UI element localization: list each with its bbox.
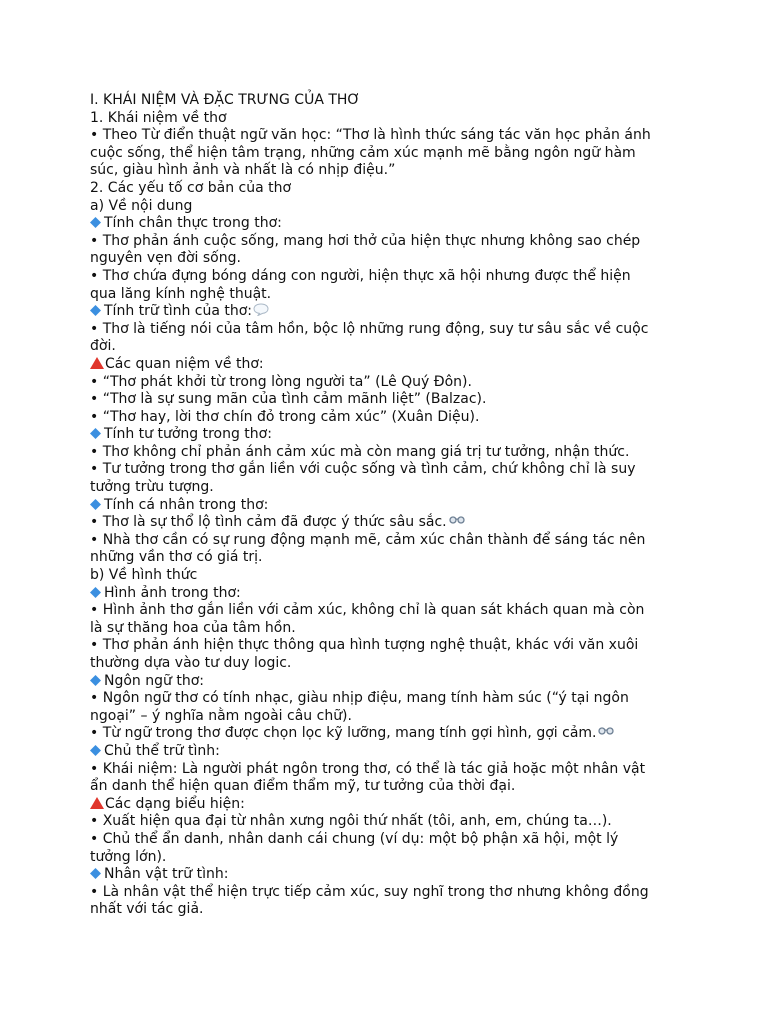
small-blue-diamond-icon	[90, 587, 101, 598]
text-line: cuộc sống, thể hiện tâm trạng, những cảm xúc mạnh mẽ bằng ngôn ngữ hàm	[90, 144, 636, 161]
text-line: qua lăng kính nghệ thuật.	[90, 285, 272, 302]
small-blue-diamond-icon	[90, 675, 101, 686]
bullet-line: • Tư tưởng trong thơ gắn liền với cuộc sống và tình cảm, chứ không chỉ là suy	[90, 461, 636, 478]
text-line: tưởng lớn).	[90, 848, 167, 865]
section-heading: I. KHÁI NIỆM VÀ ĐẶC TRƯNG CỦA THƠ	[90, 92, 361, 108]
bullet-line: • “Thơ phát khởi từ trong lòng người ta” (Lê Quý Đôn).	[90, 373, 472, 390]
topic-line	[90, 303, 690, 321]
bullet-line: • “Thơ hay, lời thơ chín đỏ trong cảm xúc” (Xuân Diệu).	[90, 408, 480, 425]
bullet-line: • Thơ chứa đựng bóng dáng con người, hiện thực xã hội nhưng được thể hiện	[90, 267, 631, 284]
red-triangle-icon	[90, 797, 104, 809]
red-triangle-icon	[90, 357, 104, 369]
topic-label: Hình ảnh trong thơ:	[104, 584, 241, 601]
bullet-line: • “Thơ là sự sung mãn của tình cảm mãnh liệt” (Balzac).	[90, 391, 487, 408]
topic-label: Ngôn ngữ thơ:	[104, 672, 204, 689]
small-blue-diamond-icon	[90, 217, 101, 228]
text-line: là sự thăng hoa của tâm hồn.	[90, 619, 296, 636]
bullet-text: • Từ ngữ trong thơ được chọn lọc kỹ lưỡng, mang tính gợi hình, gợi cảm.	[90, 725, 597, 742]
text-line: ẩn danh thể hiện quan điểm thẩm mỹ, tư tưởng của thời đại.	[90, 778, 516, 795]
topic-line	[90, 497, 690, 515]
text-line: những vần thơ có giá trị.	[90, 549, 263, 566]
bullet-line: • Xuất hiện qua đại từ nhân xưng ngôi thứ nhất (tôi, anh, em, chúng ta…).	[90, 813, 612, 830]
topic-line	[90, 426, 690, 444]
speech-bubble-icon	[253, 303, 269, 316]
bullet-text: • Thơ là sự thổ lộ tình cảm đã được ý thức sâu sắc.	[90, 514, 447, 531]
subheading: a) Về nội dung	[90, 197, 193, 214]
subheading: 2. Các yếu tố cơ bản của thơ	[90, 179, 292, 196]
topic-label: Tính trữ tình của thơ:	[104, 303, 253, 320]
bullet-line: • Khái niệm: Là người phát ngôn trong thơ, có thể là tác giả hoặc một nhân vật	[90, 760, 646, 777]
bullet-line: • Nhà thơ cần có sự rung động mạnh mẽ, cảm xúc chân thành để sáng tác nên	[90, 531, 646, 548]
subheading: b) Về hình thức	[90, 567, 198, 584]
glasses-icon	[449, 515, 465, 524]
small-blue-diamond-icon	[90, 428, 101, 439]
topic-line	[90, 585, 690, 603]
topic-label: Các dạng biểu hiện:	[105, 795, 245, 812]
text-line: súc, giàu hình ảnh và nhất là có nhịp điệu.”	[90, 162, 396, 179]
topic-label: Tính tư tưởng trong thơ:	[104, 426, 272, 443]
topic-line	[90, 673, 690, 691]
text-line: tưởng trừu tượng.	[90, 479, 214, 496]
small-blue-diamond-icon	[90, 305, 101, 316]
topic-line	[90, 743, 690, 761]
topic-line	[90, 215, 690, 233]
bullet-line: • Thơ phản ánh hiện thực thông qua hình tượng nghệ thuật, khác với văn xuôi	[90, 637, 639, 654]
topic-line	[90, 866, 690, 884]
bullet-line	[90, 514, 690, 532]
glasses-icon	[598, 726, 614, 735]
small-blue-diamond-icon	[90, 499, 101, 510]
small-blue-diamond-icon	[90, 745, 101, 756]
bullet-line	[90, 725, 690, 743]
bullet-line: • Chủ thể ẩn danh, nhân danh cái chung (ví dụ: một bộ phận xã hội, một lý	[90, 830, 619, 847]
text-line: thường dựa vào tư duy logic.	[90, 655, 292, 671]
subheading: 1. Khái niệm về thơ	[90, 109, 227, 126]
text-line: ngoại” – ý nghĩa nằm ngoài câu chữ).	[90, 707, 352, 724]
bullet-line: • Là nhân vật thể hiện trực tiếp cảm xúc, suy nghĩ trong thơ nhưng không đồng	[90, 883, 649, 900]
text-line: nhất với tác giả.	[90, 901, 204, 918]
text-line: đời.	[90, 338, 116, 355]
document-body	[90, 92, 690, 919]
bullet-line: • Thơ là tiếng nói của tâm hồn, bộc lộ những rung động, suy tư sâu sắc về cuộc	[90, 320, 649, 337]
bullet-line: • Theo Từ điển thuật ngữ văn học: “Thơ là hình thức sáng tác văn học phản ánh	[90, 127, 651, 144]
topic-label: Chủ thể trữ tình:	[104, 742, 220, 759]
topic-label: Tính chân thực trong thơ:	[104, 215, 282, 232]
bullet-line: • Thơ phản ánh cuộc sống, mang hơi thở của hiện thực nhưng không sao chép	[90, 232, 641, 249]
topic-label: Nhân vật trữ tình:	[104, 866, 229, 883]
topic-label: Các quan niệm về thơ:	[105, 355, 264, 372]
text-line: nguyên vẹn đời sống.	[90, 250, 241, 267]
bullet-line: • Ngôn ngữ thơ có tính nhạc, giàu nhịp điệu, mang tính hàm súc (“ý tại ngôn	[90, 690, 629, 707]
topic-line	[90, 356, 690, 374]
bullet-line: • Hình ảnh thơ gắn liền với cảm xúc, không chỉ là quan sát khách quan mà còn	[90, 602, 645, 619]
small-blue-diamond-icon	[90, 868, 101, 879]
topic-line	[90, 796, 690, 814]
topic-label: Tính cá nhân trong thơ:	[104, 496, 269, 513]
bullet-line: • Thơ không chỉ phản ánh cảm xúc mà còn mang giá trị tư tưởng, nhận thức.	[90, 443, 630, 460]
